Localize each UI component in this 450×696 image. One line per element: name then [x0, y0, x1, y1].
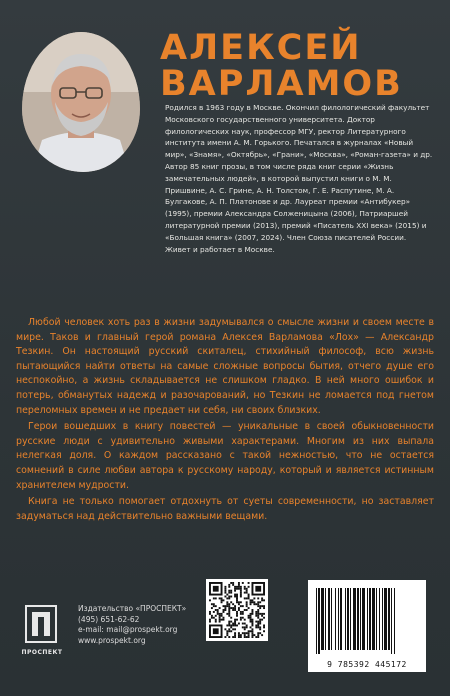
author-bio: Родился в 1963 году в Москве. Окончил филологический факультет Московского государственного университета. Доктор филологических наук, профессор МГУ, ректор Литературного института имени А. М. Горького. Печатался в журналах «Новый мир», «Знамя», «Октябрь», «Грани», «Москва», «Роман-газета» и др. Автор 85 книг прозы, в том числе ряда книг серии «Жизнь замечательных людей», в которой выпустил книги о М. М. Пришвине, А. С. Грине, А. Н. Толстом, Г. Е. Распутине, М. А. Булгакове, А. П. Платонове и др. Лауреат премии «Антибукер» (1995), премии Александра Солженицына (2006), Патриаршей литературной премии (2013), премий «Писатель XXI века» (2015) и «Большая книга» (2007, 2024). Член Союза писателей России. Живет и работает в Москве. — [165, 103, 433, 254]
author-photo — [22, 32, 140, 172]
qr-code — [206, 579, 268, 641]
publisher-name: Издательство «ПРОСПЕКТ» — [78, 604, 187, 613]
isbn-number: 9 785392 445172 — [327, 660, 407, 669]
annotation-paragraph-3: Книга не только помогает отдохнуть от суеты современности, но заставляет задуматься над действительно важными вещами. — [16, 496, 434, 522]
book-annotation — [16, 316, 434, 526]
qr-code-icon — [209, 582, 265, 638]
author-name — [160, 30, 440, 102]
publisher-logo-icon — [24, 604, 58, 654]
author-portrait-image — [22, 32, 140, 172]
publisher-site[interactable]: www.prospekt.org — [78, 635, 146, 645]
publisher-phone: (495) 651-62-62 — [78, 614, 140, 624]
annotation-paragraph-1: Любой человек хоть раз в жизни задумывался о смысле жизни и своем месте в мире. Таков и главный герой романа Алексея Варламова «Лох» — Александр Тезкин. Он настоящий русский скиталец, стихийный философ, всю жизнь пытающийся найти ответы на самые сложные вопросы бытия, отчего душе его неспокойно, а жизнь складывается не слишком гладко. В ней много ошибок и потерь, обманутых надежд и разочарований, но Тезкин не ломается под гнетом переломных времен и не предает ни себя, ни своих близких. — [16, 317, 434, 416]
barcode-icon — [308, 580, 426, 658]
isbn-barcode — [308, 580, 426, 672]
author-first-name: АЛЕКСЕЙ — [160, 28, 362, 68]
publisher-imprint — [78, 604, 208, 646]
publisher-logo-text: ПРОСПЕКТ — [21, 649, 63, 656]
publisher-email: e-mail: mail@prospekt.org — [78, 625, 178, 634]
annotation-paragraph-2: Герои вошедших в книгу повестей — уникальные в своей обыкновенности русские люди с удивительно живыми характерами. Многим из них выпала нелегкая доля. О каждом рассказано с такой нежностью, что не остается сомнений в силе любви автора к русскому народу, который и является истинным хранителем мудрости. — [16, 421, 434, 491]
author-last-name: ВАРЛАМОВ — [160, 64, 403, 104]
